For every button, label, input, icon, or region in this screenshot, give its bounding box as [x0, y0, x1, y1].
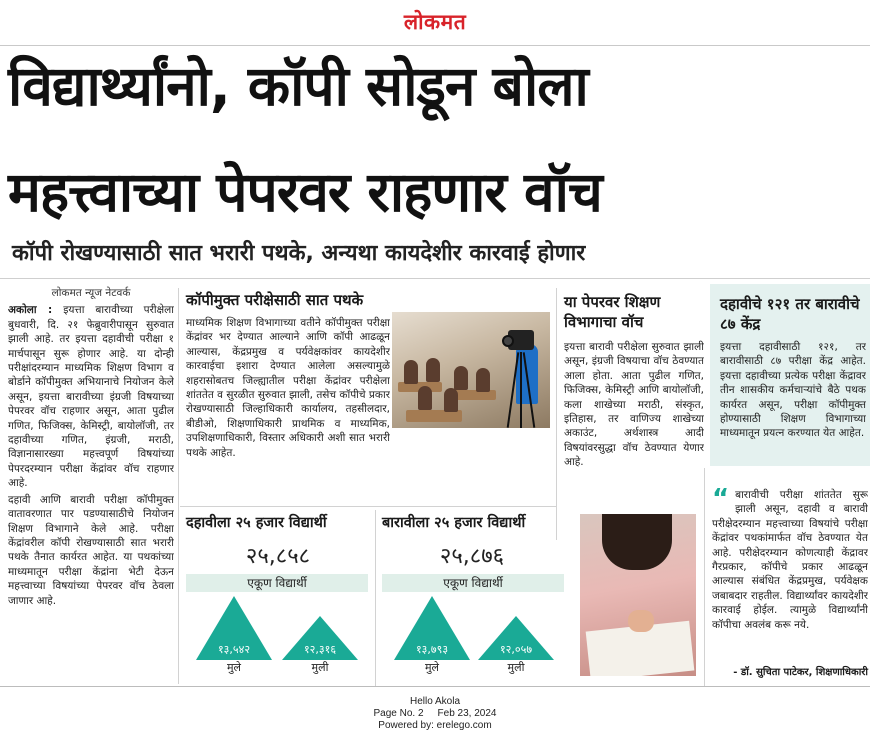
- footer-page-line: [0, 708, 870, 720]
- student: [404, 360, 418, 384]
- watch-story-text: इयत्ता बारावी परीक्षेला सुरुवात झाली असून, इंग्रजी विषयाचा वॉच ठेवण्यात आला होता. आता पुढील गणित, फिजिक्स, केमिस्ट्री आणि बायोलॉजी, कला शाखेच्या मराठी, संस्कृत, इतिहास, तर वाणिज्य शाखेच्या अकाउंट, अर्थशास्त्र आदी विषयांवरसुद्धा वॉच ठेवण्यात येणार आहे.: [564, 341, 704, 469]
- tenth-total-students: २५,८५८: [245, 544, 311, 569]
- tenth-boys-count: १३,५४२: [217, 643, 251, 656]
- column-divider: [375, 510, 376, 686]
- quote-text: बारावीची परीक्षा शांततेत सुरू झाली असून, दहावी व बारावी परीक्षेदरम्यान महत्त्वाच्या विषयांचे परीक्षा केंद्रांवर पथकांमार्फत वॉच ठेवण्यात येत आहे. परीक्षेदरम्यान कोणत्याही केंद्रावर गैरप्रकार, कॉपीचे प्रकार आढळून आल्यास संबंधित केंद्रप्रमुख, पर्यवेक्षक जबाबदार राहतील. विद्यार्थ्यांवर कायदेशीर कारवाई होईल. त्यामुळे विद्यार्थ्यांनी कॉपीचा अवलंब करू नये.: [712, 489, 868, 631]
- story-paragraph: दहावी आणि बारावी परीक्षा कॉपीमुक्त वातावरणात पार पडण्यासाठीचे नियोजन शिक्षण विभागाने केले आहे. परीक्षा केंद्रांवरील कॉपी रोखण्यासाठी सात भरारी पथके तैनात कार्यरत आहेत. या पथकांच्या माध्यमातून परीक्षा केंद्रांना भेटी देऊन महत्त्वाच्या विषयांच्या पेपरवर वॉच ठेवला जाणार आहे.: [8, 493, 174, 607]
- student: [426, 358, 440, 382]
- tripod-leg: [520, 352, 522, 428]
- camera-operator: [502, 330, 542, 428]
- headline-line-1: विद्यार्थ्यांनो, कॉपी सोडून बोला: [8, 54, 588, 118]
- tenth-total-label: एकूण विद्यार्थी: [186, 574, 368, 592]
- twelfth-boys-count: १३,७९३: [415, 643, 449, 656]
- tenth-girls-count: १२,३१६: [303, 643, 337, 656]
- watch-story-title: या पेपरवर शिक्षण विभागाचा वॉच: [564, 293, 661, 331]
- tenth-girls-label: मुली: [311, 661, 329, 674]
- headline-line-2: महत्त्वाच्या पेपरवर राहणार वॉच: [8, 160, 602, 224]
- student: [444, 388, 458, 412]
- center-story-text: माध्यमिक शिक्षण विभागाच्या वतीने कॉपीमुक्त परीक्षा केंद्रांवर भर देण्यात आल्याने आणि कॉपी आढळून आल्यास, केंद्रप्रमुख व पर्यवेक्षकांवर कायदेशीर कारवाईचा इशारा देण्यात आलेला असल्यामुळे शहरासोबतच जिल्ह्यातील परीक्षा केंद्रांवर परीक्षेला शांततेत व सुरळीत सुरुवात झाली, तसेच कॉपीचे प्रकार रोखण्यासाठी जिल्हाधिकारी कार्यालय, तहसीलदार, बीडीओ, शिक्षणाधिकारी प्राथमिक व माध्यमिक, उपशिक्षणाधिकारी, विस्तार अधिकारी अशी सात भरारी पथके आहेत.: [186, 317, 390, 459]
- masthead: [0, 0, 870, 46]
- exam-hall-photo: [392, 312, 550, 428]
- tenth-stats-title: दहावीला २५ हजार विद्यार्थी: [186, 515, 327, 531]
- student: [454, 366, 468, 390]
- subheadline: कॉपी रोखण्यासाठी सात भरारी पथके, अन्यथा कायदेशीर कारवाई होणार: [12, 241, 586, 266]
- page-footer: [0, 696, 870, 732]
- twelfth-total-label: एकूण विद्यार्थी: [382, 574, 564, 592]
- twelfth-total-students: २५,८७६: [439, 544, 505, 569]
- divider: [0, 686, 870, 687]
- column-divider: [556, 288, 557, 540]
- footer-page: Page No. 2: [373, 708, 424, 719]
- writing-hand: [628, 610, 654, 632]
- story-paragraph: [8, 303, 174, 490]
- student-writing-photo: [580, 514, 696, 676]
- quote-mark-icon: “: [712, 488, 730, 514]
- tenth-boys-label: मुले: [226, 661, 242, 674]
- center-story-title: कॉपीमुक्त परीक्षेसाठी सात पथके: [186, 291, 364, 309]
- twelfth-girls-label: मुली: [507, 661, 525, 674]
- main-story-column: [8, 286, 174, 686]
- twelfth-girls-count: १२,०५७: [499, 643, 533, 656]
- story-paragraph-text: इयत्ता बारावीच्या परीक्षेला बुधवारी, दि. २१ फेब्रुवारीपासून सुरुवात झाली आहे. तर इयत्ता दहावीची परीक्षा १ मार्चपासून सुरू होणार आहे. या दोन्ही परीक्षांदरम्यान माध्यमिक शिक्षण विभाग व बोर्डाने कॉपीमुक्त अभियानाचे नियोजन केले असून, इयत्ता बारावीच्या इंग्रजी विषयाच्या पेपरवर वॉच राहणार असून, आता पुढील गणित, फिजिक्स, केमिस्ट्री, बायोलॉजी, तर दहावीच्या गणित, इंग्रजी, मराठी, विज्ञानासारख्या महत्त्वपूर्ण विषयांच्या पेपरदरम्यान परीक्षा केंद्रांवर वॉच राहणार आहे.: [8, 304, 174, 490]
- twelfth-boys-label: मुले: [424, 661, 440, 674]
- divider: [0, 278, 870, 279]
- camera-lens: [502, 335, 514, 347]
- centers-story-text: इयत्ता दहावीसाठी १२१, तर बारावीसाठी ८७ परीक्षा केंद्र आहेत. इयत्ता दहावीच्या प्रत्येक परीक्षा केंद्रावर तीन शासकीय कर्मचाऱ्यांचे बैठे पथक कार्यरत असून, परीक्षा कॉपीमुक्त होण्यासाठी शिक्षण विभागाच्या माध्यमातून प्रयत्न करण्यात येत आहेत.: [720, 341, 866, 440]
- student: [418, 386, 432, 410]
- column-divider: [178, 288, 179, 684]
- quote-attribution: - डॉ. सुचिता पाटेकर, शिक्षणाधिकारी: [733, 667, 868, 678]
- footer-powered[interactable]: Powered by: erelego.com: [378, 720, 492, 731]
- centers-story-title: दहावीचे १२१ तर बारावीचे ८७ केंद्र: [720, 295, 860, 333]
- student: [476, 368, 490, 392]
- twelfth-stats-title: बारावीला २५ हजार विद्यार्थी: [382, 515, 526, 531]
- lokmat-logo: लोकमत: [403, 10, 467, 34]
- officer-quote: [712, 488, 868, 658]
- footer-date: Feb 23, 2024: [437, 708, 497, 719]
- column-divider: [704, 468, 705, 686]
- footer-edition: Hello Akola: [409, 696, 461, 707]
- divider: [180, 506, 556, 507]
- student-hair: [602, 514, 672, 570]
- byline: लोकमत न्यूज नेटवर्क: [51, 287, 131, 299]
- dateline: अकोला :: [8, 304, 53, 317]
